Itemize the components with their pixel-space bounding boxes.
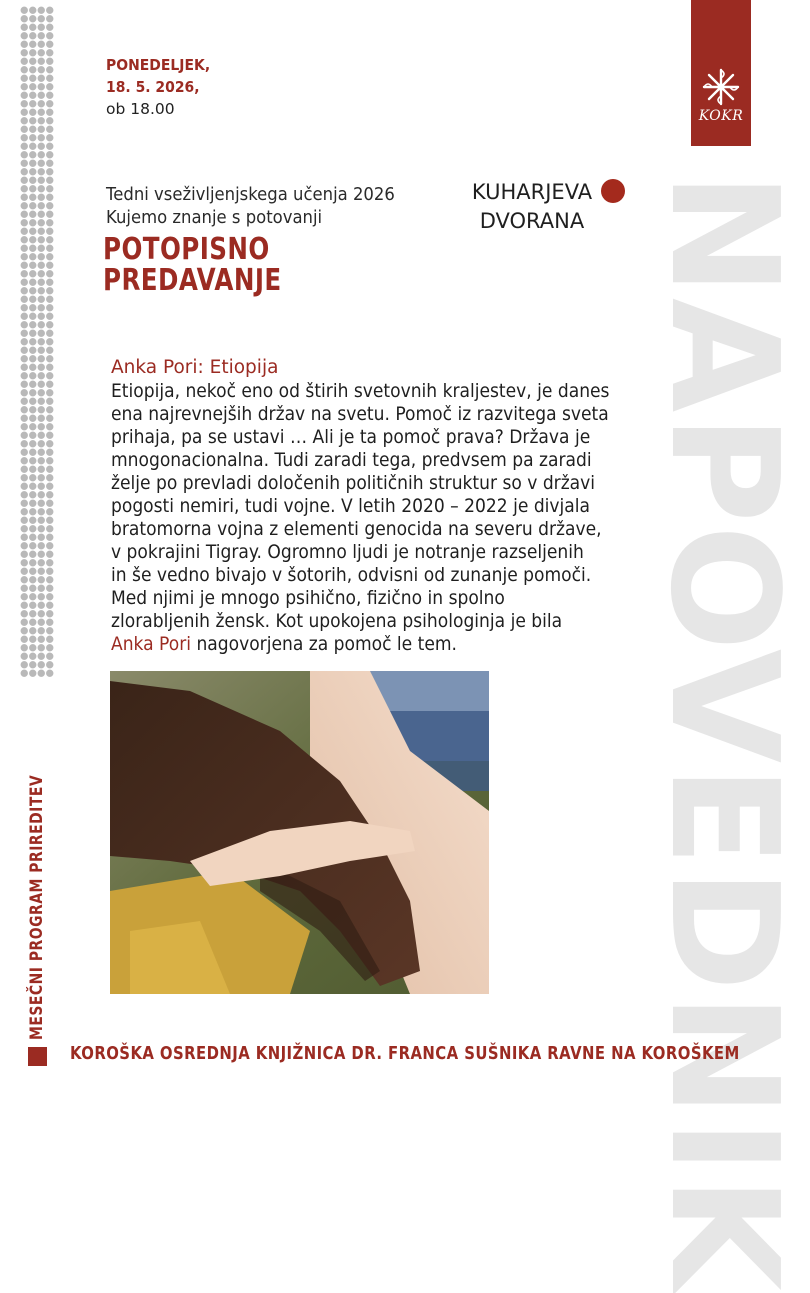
article-line: želje po prevladi določenih političnih struktur so v državi <box>111 473 596 494</box>
dotted-pattern-strip <box>20 6 54 678</box>
logo-bar <box>691 0 751 146</box>
footer-institution: KOROŠKA OSREDNJA KNJIŽNICA DR. FRANCA SUŠNIKA RAVNE NA KOROŠKEM <box>70 1044 740 1064</box>
article-last-line-rest: nagovorjena za pomoč le tem. <box>191 634 457 655</box>
event-title-line-1: POTOPISNO <box>103 232 270 267</box>
photo-illustration <box>110 671 489 994</box>
side-label: MESEČNI PROGRAM PRIREDITEV <box>27 774 47 1040</box>
venue-line-2: DVORANA <box>479 209 585 233</box>
article-line: zlorabljenih žensk. Kot upokojena psihologinja je bila <box>111 611 563 632</box>
holding-hands-photo <box>110 671 489 994</box>
venue-line-1: KUHARJEVA <box>471 180 593 204</box>
footer-square-icon <box>28 1047 47 1066</box>
article-heading: Anka Pori: Etiopija <box>111 357 279 378</box>
article <box>111 356 641 656</box>
article-line: Etiopija, nekoč eno od štirih svetovnih kraljestev, je danes <box>111 381 610 402</box>
library-logo-icon <box>698 64 744 110</box>
article-line: Med njimi je mnogo psihično, fizično in spolno <box>111 588 505 609</box>
article-line: in še vedno bivajo v šotorih, odvisni od zunanje pomoči. <box>111 565 592 586</box>
series-line-1: Tedni vseživljenjskega učenja 2026 <box>106 185 395 205</box>
article-line: bratomorna vojna z elementi genocida na severu države, <box>111 519 602 540</box>
venue-dot-icon <box>601 179 625 203</box>
venue <box>452 178 612 236</box>
speaker-name: Anka Pori <box>111 634 192 655</box>
article-last-line <box>111 633 632 656</box>
series-subtitle <box>106 184 395 230</box>
article-body <box>111 380 632 656</box>
article-line: pogosti nemiri, tudi vojne. V letih 2020 – 2022 je divjala <box>111 496 591 517</box>
article-line: v pokrajini Tigray. Ogromno ljudi je notranje razseljenih <box>111 542 584 563</box>
article-line: prihaja, pa se ustavi … Ali je ta pomoč prava? Država je <box>111 427 591 448</box>
event-day: PONEDELJEK, <box>106 56 211 74</box>
article-line: ena najrevnejših držav na svetu. Pomoč iz razvitega sveta <box>111 404 609 425</box>
article-line: mnogonacionalna. Tudi zaradi tega, predvsem pa zaradi <box>111 450 592 471</box>
event-title <box>103 234 282 296</box>
event-time: ob 18.00 <box>106 100 175 118</box>
event-title-line-2: PREDAVANJE <box>103 263 282 298</box>
event-datetime <box>106 54 222 120</box>
series-line-2: Kujemo znanje s potovanji <box>106 208 323 228</box>
logo-text: KOKR <box>698 108 744 124</box>
event-date: 18. 5. 2026, <box>106 78 200 96</box>
watermark-text: NAPOVEDNIK <box>638 172 810 1293</box>
